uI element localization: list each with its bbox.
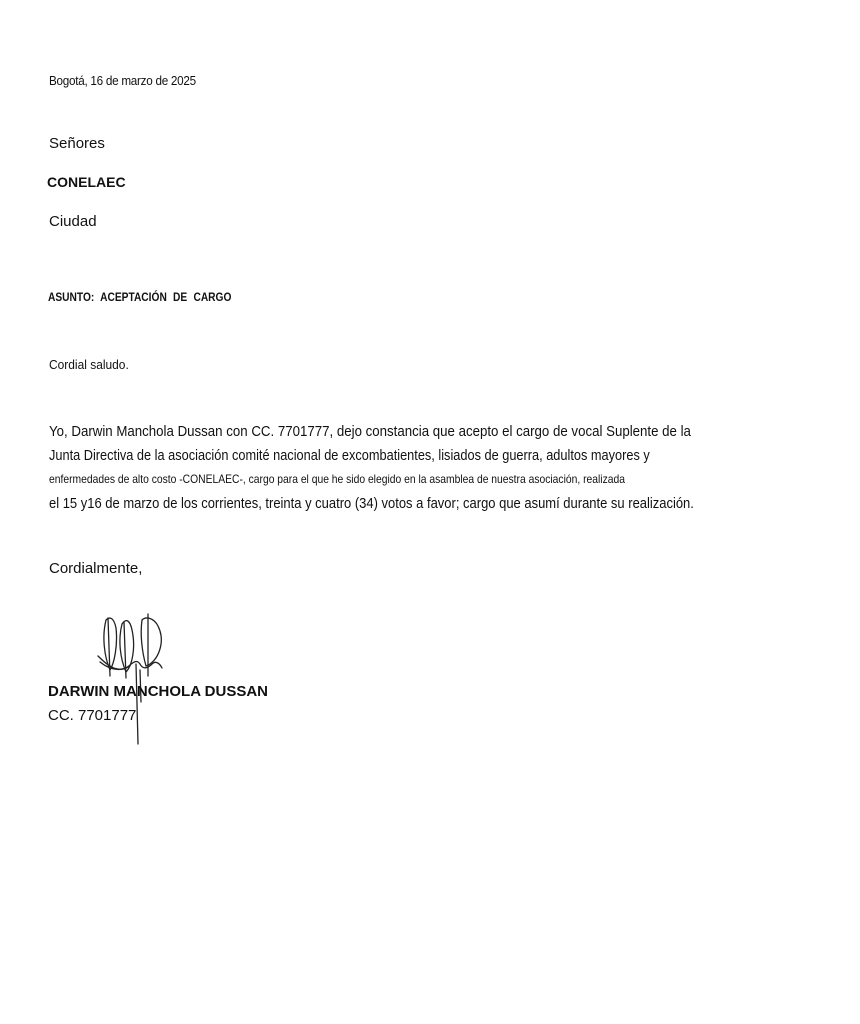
recipient-salutation: Señores xyxy=(49,135,105,152)
letter-greeting: Cordial saludo. xyxy=(49,357,129,372)
body-line: Yo, Darwin Manchola Dussan con CC. 7701777, dejo constancia que acepto el cargo de vocal Suplente de la xyxy=(49,424,691,440)
handwritten-signature xyxy=(96,606,186,746)
signer-id: CC. 7701777 xyxy=(48,707,137,724)
letter-date: Bogotá, 16 de marzo de 2025 xyxy=(49,73,196,88)
letter-body xyxy=(49,424,759,520)
letter-subject: ASUNTO: ACEPTACIÓN DE CARGO xyxy=(48,290,232,304)
letter-closing: Cordialmente, xyxy=(49,560,143,577)
body-line: Junta Directiva de la asociación comité nacional de excombatientes, lisiados de guerra, adultos mayores y xyxy=(49,448,650,464)
recipient-organization: CONELAEC xyxy=(47,174,126,190)
recipient-city: Ciudad xyxy=(49,213,97,230)
body-line: el 15 y16 de marzo de los corrientes, treinta y cuatro (34) votos a favor; cargo que asumí durante su realización. xyxy=(49,496,694,512)
body-line: enfermedades de alto costo -CONELAEC-, cargo para el que he sido elegido en la asamblea de nuestra asociación, realizada xyxy=(49,472,625,486)
signer-name: DARWIN MANCHOLA DUSSAN xyxy=(48,683,268,700)
